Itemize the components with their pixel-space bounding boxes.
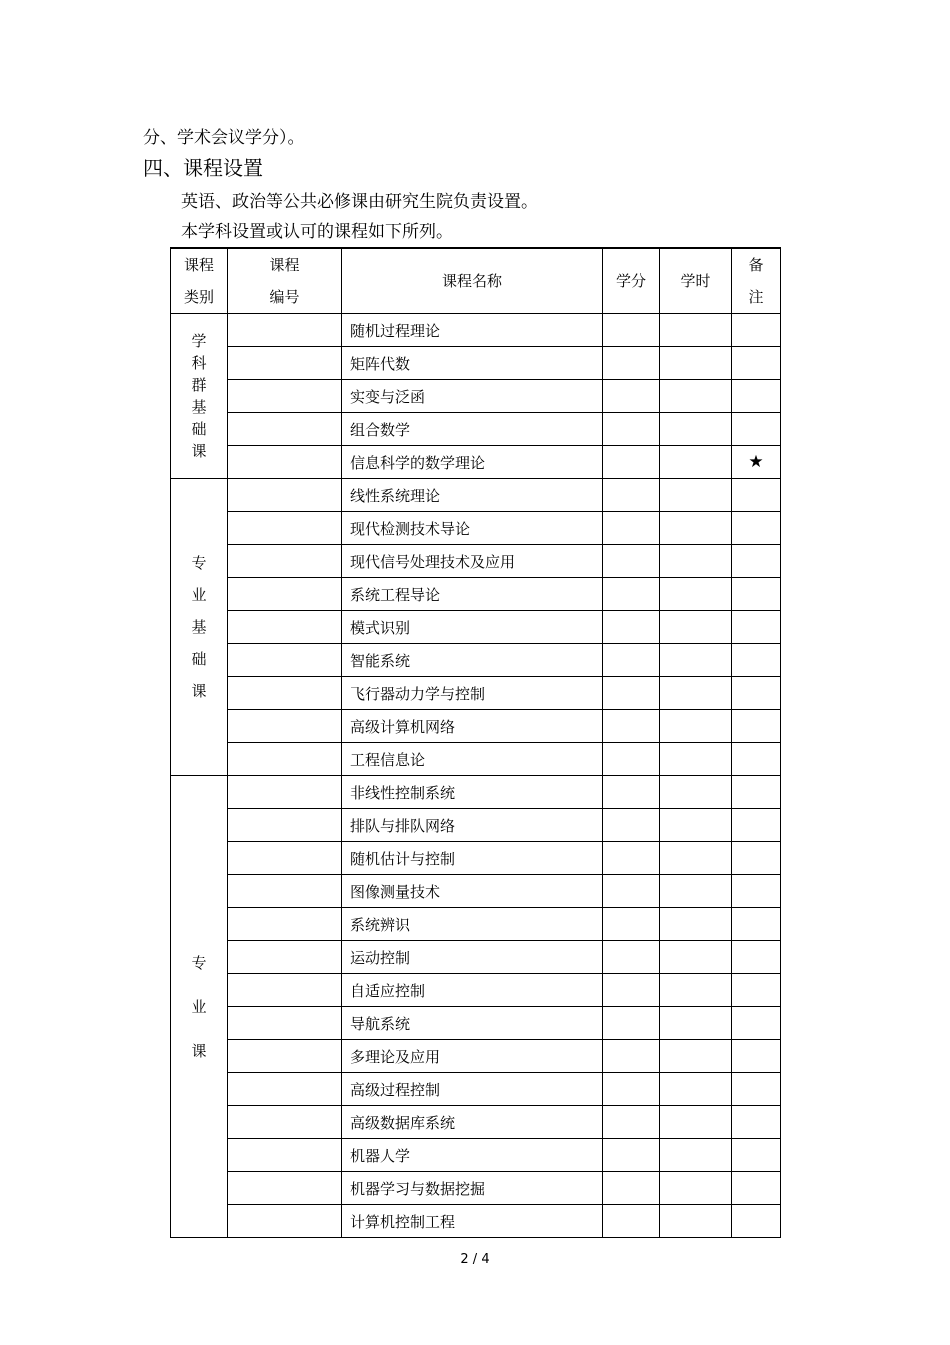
credit-cell: [603, 1073, 660, 1106]
header-credit: 学分: [603, 248, 660, 314]
table-row: [171, 479, 781, 512]
table-row: [171, 941, 781, 974]
header-code-line1: 课程: [269, 256, 300, 274]
table-row: [171, 875, 781, 908]
note-cell: [732, 908, 781, 941]
hours-cell: [660, 776, 732, 809]
course-code-cell: [228, 776, 342, 809]
course-name-cell: 系统工程导论: [342, 578, 603, 611]
header-code-line2: 编号: [269, 288, 300, 306]
course-code-cell: [228, 578, 342, 611]
hours-cell: [660, 479, 732, 512]
hours-cell: [660, 974, 732, 1007]
note-cell: [732, 710, 781, 743]
category-char: 基: [191, 398, 207, 416]
credit-cell: [603, 710, 660, 743]
course-name-cell: 非线性控制系统: [342, 776, 603, 809]
category-char: 学: [191, 332, 207, 350]
hours-cell: [660, 413, 732, 446]
table-row: [171, 413, 781, 446]
header-name: 课程名称: [342, 248, 603, 314]
course-code-cell: [228, 1106, 342, 1139]
credit-cell: [603, 677, 660, 710]
table-row: [171, 1205, 781, 1238]
course-table: [170, 247, 781, 1238]
category-char: 课: [191, 682, 207, 700]
category-char: 群: [191, 376, 207, 394]
section-heading: 四、课程设置: [143, 156, 263, 180]
note-cell: [732, 578, 781, 611]
credit-cell: [603, 1007, 660, 1040]
note-cell: [732, 1073, 781, 1106]
credit-cell: [603, 347, 660, 380]
hours-cell: [660, 578, 732, 611]
course-code-cell: [228, 1139, 342, 1172]
note-cell: [732, 611, 781, 644]
hours-cell: [660, 1205, 732, 1238]
credit-cell: [603, 875, 660, 908]
hours-cell: [660, 611, 732, 644]
note-cell: [732, 974, 781, 1007]
course-name-cell: 机器学习与数据挖掘: [342, 1172, 603, 1205]
table-row: [171, 611, 781, 644]
category-char: 础: [191, 650, 207, 668]
hours-cell: [660, 347, 732, 380]
header-category: [171, 248, 228, 314]
course-code-cell: [228, 1205, 342, 1238]
credit-cell: [603, 644, 660, 677]
hours-cell: [660, 314, 732, 347]
note-cell: [732, 512, 781, 545]
category-char: 专: [191, 554, 207, 572]
course-code-cell: [228, 479, 342, 512]
course-name-cell: 工程信息论: [342, 743, 603, 776]
course-name-cell: 计算机控制工程: [342, 1205, 603, 1238]
hours-cell: [660, 644, 732, 677]
credit-cell: [603, 446, 660, 479]
hours-cell: [660, 908, 732, 941]
credit-cell: [603, 545, 660, 578]
note-cell: [732, 1172, 781, 1205]
course-code-cell: [228, 809, 342, 842]
table-row: [171, 1007, 781, 1040]
hours-cell: [660, 1040, 732, 1073]
note-cell: [732, 314, 781, 347]
note-cell: [732, 347, 781, 380]
hours-cell: [660, 545, 732, 578]
note-cell: [732, 644, 781, 677]
table-row: [171, 446, 781, 479]
intro-line-4: 本学科设置或认可的课程如下所列。: [181, 222, 453, 242]
course-code-cell: [228, 677, 342, 710]
hours-cell: [660, 1106, 732, 1139]
category-cell: [171, 776, 228, 1238]
course-code-cell: [228, 875, 342, 908]
note-cell: [732, 1040, 781, 1073]
note-cell: [732, 1139, 781, 1172]
intro-line-3: 英语、政治等公共必修课由研究生院负责设置。: [181, 192, 538, 212]
table-row: [171, 1172, 781, 1205]
table-row: [171, 380, 781, 413]
table-row: [171, 842, 781, 875]
credit-cell: [603, 314, 660, 347]
category-char: 业: [191, 586, 207, 604]
category-char: 专: [191, 953, 207, 972]
course-name-cell: 随机估计与控制: [342, 842, 603, 875]
course-code-cell: [228, 347, 342, 380]
table-row: [171, 776, 781, 809]
table-row: [171, 512, 781, 545]
table-row: [171, 974, 781, 1007]
table-row: [171, 545, 781, 578]
table-row: [171, 809, 781, 842]
credit-cell: [603, 479, 660, 512]
hours-cell: [660, 1172, 732, 1205]
category-char: 科: [191, 354, 207, 372]
hours-cell: [660, 1073, 732, 1106]
credit-cell: [603, 611, 660, 644]
hours-cell: [660, 743, 732, 776]
hours-cell: [660, 1007, 732, 1040]
credit-cell: [603, 809, 660, 842]
course-code-cell: [228, 908, 342, 941]
header-category-line1: 课程: [183, 256, 214, 274]
course-name-cell: 排队与排队网络: [342, 809, 603, 842]
course-name-cell: 现代检测技术导论: [342, 512, 603, 545]
course-code-cell: [228, 545, 342, 578]
hours-cell: [660, 677, 732, 710]
table-row: [171, 644, 781, 677]
credit-cell: [603, 1139, 660, 1172]
table-row: [171, 743, 781, 776]
credit-cell: [603, 512, 660, 545]
credit-cell: [603, 842, 660, 875]
course-name-cell: 飞行器动力学与控制: [342, 677, 603, 710]
table-row: [171, 1106, 781, 1139]
note-cell: ★: [732, 446, 781, 479]
course-code-cell: [228, 512, 342, 545]
course-code-cell: [228, 611, 342, 644]
credit-cell: [603, 413, 660, 446]
intro-line-1: 分、学术会议学分）。: [143, 128, 305, 148]
course-code-cell: [228, 380, 342, 413]
hours-cell: [660, 941, 732, 974]
course-name-cell: 导航系统: [342, 1007, 603, 1040]
table-row: [171, 347, 781, 380]
table-row: [171, 1040, 781, 1073]
course-code-cell: [228, 1172, 342, 1205]
hours-cell: [660, 512, 732, 545]
category-char: 础: [191, 420, 207, 438]
course-name-cell: 高级数据库系统: [342, 1106, 603, 1139]
course-name-cell: 机器人学: [342, 1139, 603, 1172]
category-cell: [171, 314, 228, 479]
credit-cell: [603, 974, 660, 1007]
header-note: [732, 248, 781, 314]
course-code-cell: [228, 1007, 342, 1040]
course-name-cell: 模式识别: [342, 611, 603, 644]
hours-cell: [660, 1139, 732, 1172]
credit-cell: [603, 578, 660, 611]
note-cell: [732, 809, 781, 842]
hours-cell: [660, 380, 732, 413]
table-row: [171, 710, 781, 743]
table-row: [171, 908, 781, 941]
category-cell: [171, 479, 228, 776]
course-name-cell: 线性系统理论: [342, 479, 603, 512]
hours-cell: [660, 446, 732, 479]
note-cell: [732, 941, 781, 974]
course-code-cell: [228, 413, 342, 446]
table-row: [171, 1139, 781, 1172]
category-char: 课: [191, 1041, 207, 1060]
note-cell: [732, 743, 781, 776]
course-code-cell: [228, 446, 342, 479]
course-name-cell: 现代信号处理技术及应用: [342, 545, 603, 578]
credit-cell: [603, 1172, 660, 1205]
category-char: 基: [191, 618, 207, 636]
credit-cell: [603, 1106, 660, 1139]
header-note-line1: 备: [748, 256, 764, 274]
course-code-cell: [228, 743, 342, 776]
course-code-cell: [228, 842, 342, 875]
hours-cell: [660, 809, 732, 842]
note-cell: [732, 413, 781, 446]
note-cell: [732, 545, 781, 578]
note-cell: [732, 677, 781, 710]
course-name-cell: 自适应控制: [342, 974, 603, 1007]
course-name-cell: 高级过程控制: [342, 1073, 603, 1106]
header-note-line2: 注: [748, 288, 764, 306]
course-code-cell: [228, 1073, 342, 1106]
note-cell: [732, 1106, 781, 1139]
hours-cell: [660, 842, 732, 875]
table-header-row: [171, 248, 781, 314]
header-code: [228, 248, 342, 314]
course-code-cell: [228, 710, 342, 743]
hours-cell: [660, 710, 732, 743]
course-name-cell: 信息科学的数学理论: [342, 446, 603, 479]
note-cell: [732, 479, 781, 512]
note-cell: [732, 776, 781, 809]
credit-cell: [603, 776, 660, 809]
credit-cell: [603, 380, 660, 413]
credit-cell: [603, 941, 660, 974]
course-name-cell: 组合数学: [342, 413, 603, 446]
note-cell: [732, 1007, 781, 1040]
course-name-cell: 多理论及应用: [342, 1040, 603, 1073]
category-char: 课: [191, 442, 207, 460]
course-table-body: [171, 314, 781, 1238]
course-name-cell: 图像测量技术: [342, 875, 603, 908]
course-name-cell: 智能系统: [342, 644, 603, 677]
note-cell: [732, 842, 781, 875]
category-char: 业: [191, 997, 207, 1016]
credit-cell: [603, 1205, 660, 1238]
table-row: [171, 677, 781, 710]
course-name-cell: 高级计算机网络: [342, 710, 603, 743]
note-cell: [732, 875, 781, 908]
page-number: 2 / 4: [460, 1252, 490, 1267]
course-code-cell: [228, 1040, 342, 1073]
note-cell: [732, 1205, 781, 1238]
credit-cell: [603, 743, 660, 776]
credit-cell: [603, 908, 660, 941]
course-name-cell: 矩阵代数: [342, 347, 603, 380]
header-hours: 学时: [660, 248, 732, 314]
course-code-cell: [228, 941, 342, 974]
course-name-cell: 随机过程理论: [342, 314, 603, 347]
table-row: [171, 314, 781, 347]
course-name-cell: 实变与泛函: [342, 380, 603, 413]
course-code-cell: [228, 314, 342, 347]
header-category-line2: 类别: [183, 288, 214, 306]
hours-cell: [660, 875, 732, 908]
course-name-cell: 系统辨识: [342, 908, 603, 941]
course-code-cell: [228, 974, 342, 1007]
course-code-cell: [228, 644, 342, 677]
note-cell: [732, 380, 781, 413]
course-name-cell: 运动控制: [342, 941, 603, 974]
table-row: [171, 578, 781, 611]
table-row: [171, 1073, 781, 1106]
credit-cell: [603, 1040, 660, 1073]
